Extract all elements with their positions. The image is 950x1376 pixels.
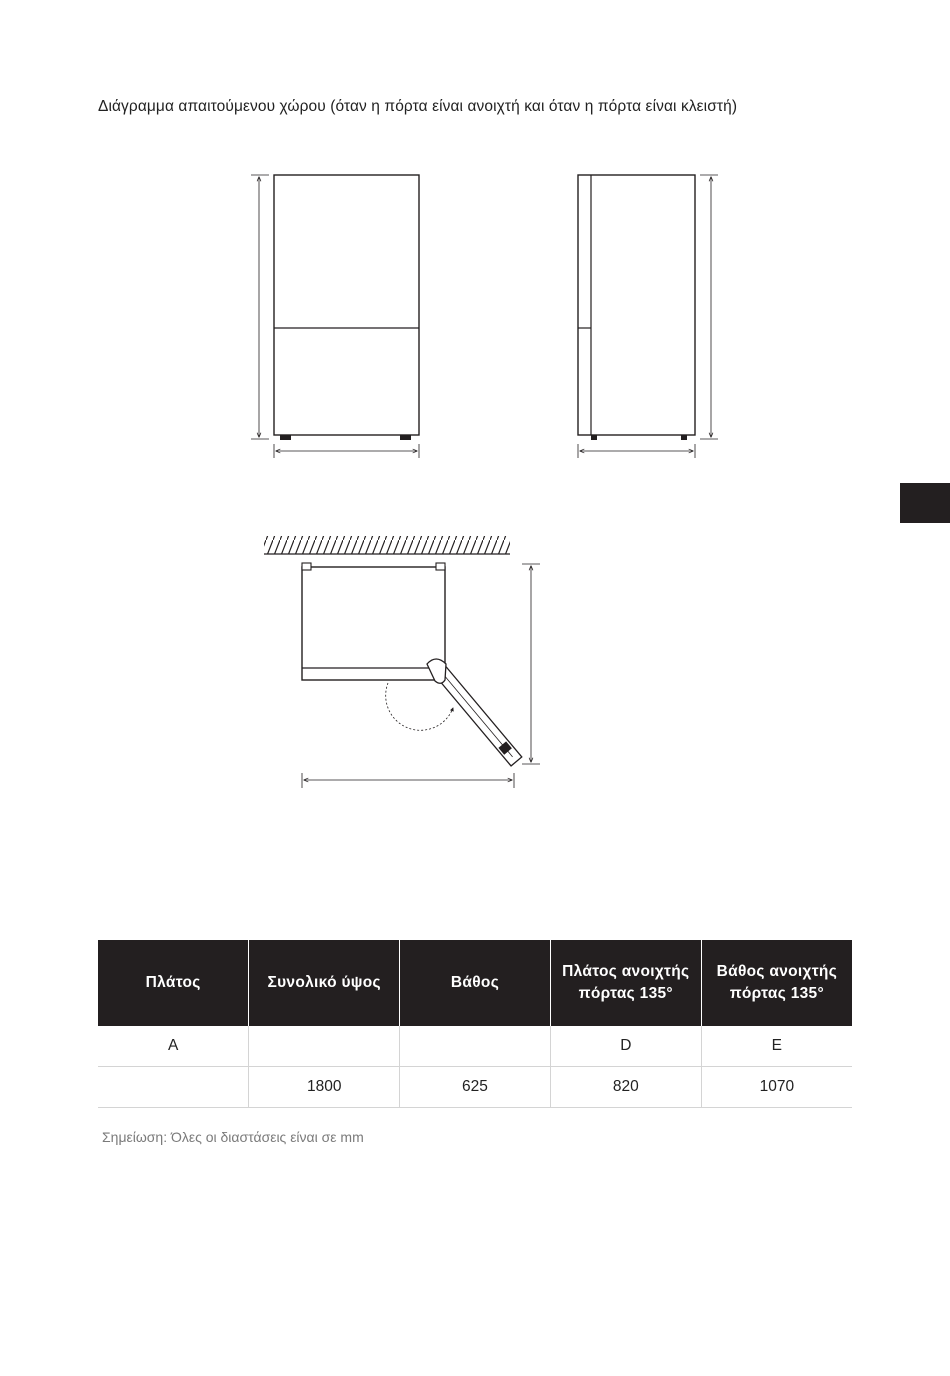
dimensions-table	[98, 940, 852, 1108]
table-cell: A	[98, 1026, 249, 1067]
top-view-open-door	[264, 536, 540, 788]
col-header-width: Πλάτος	[98, 940, 249, 1026]
table-cell	[249, 1026, 400, 1067]
table-cell	[98, 1067, 249, 1108]
table-cell: D	[550, 1026, 701, 1067]
col-header-depth: Βάθος	[400, 940, 551, 1026]
table-cell: 1070	[701, 1067, 852, 1108]
table-header-row	[98, 940, 852, 1026]
table-cell: 1800	[249, 1067, 400, 1108]
units-note: Σημείωση: Όλες οι διαστάσεις είναι σε mm	[102, 1129, 364, 1145]
col-header-open-door-depth: Βάθος ανοιχτής πόρτας 135°	[701, 940, 852, 1026]
front-view	[251, 175, 419, 458]
col-header-total-height: Συνολικό ύψος	[249, 940, 400, 1026]
side-view	[578, 175, 718, 458]
col-header-open-door-width: Πλάτος ανοιχτής πόρτας 135°	[550, 940, 701, 1026]
page-heading: Διάγραμμα απαιτούμενου χώρου (όταν η πόρτα είναι ανοιχτή και όταν η πόρτα είναι κλειστή)	[98, 98, 738, 115]
table-cell: 820	[550, 1067, 701, 1108]
table-cell: E	[701, 1026, 852, 1067]
table-row	[98, 1026, 852, 1067]
table-cell	[400, 1026, 551, 1067]
table-row	[98, 1067, 852, 1108]
table-cell: 625	[400, 1067, 551, 1108]
